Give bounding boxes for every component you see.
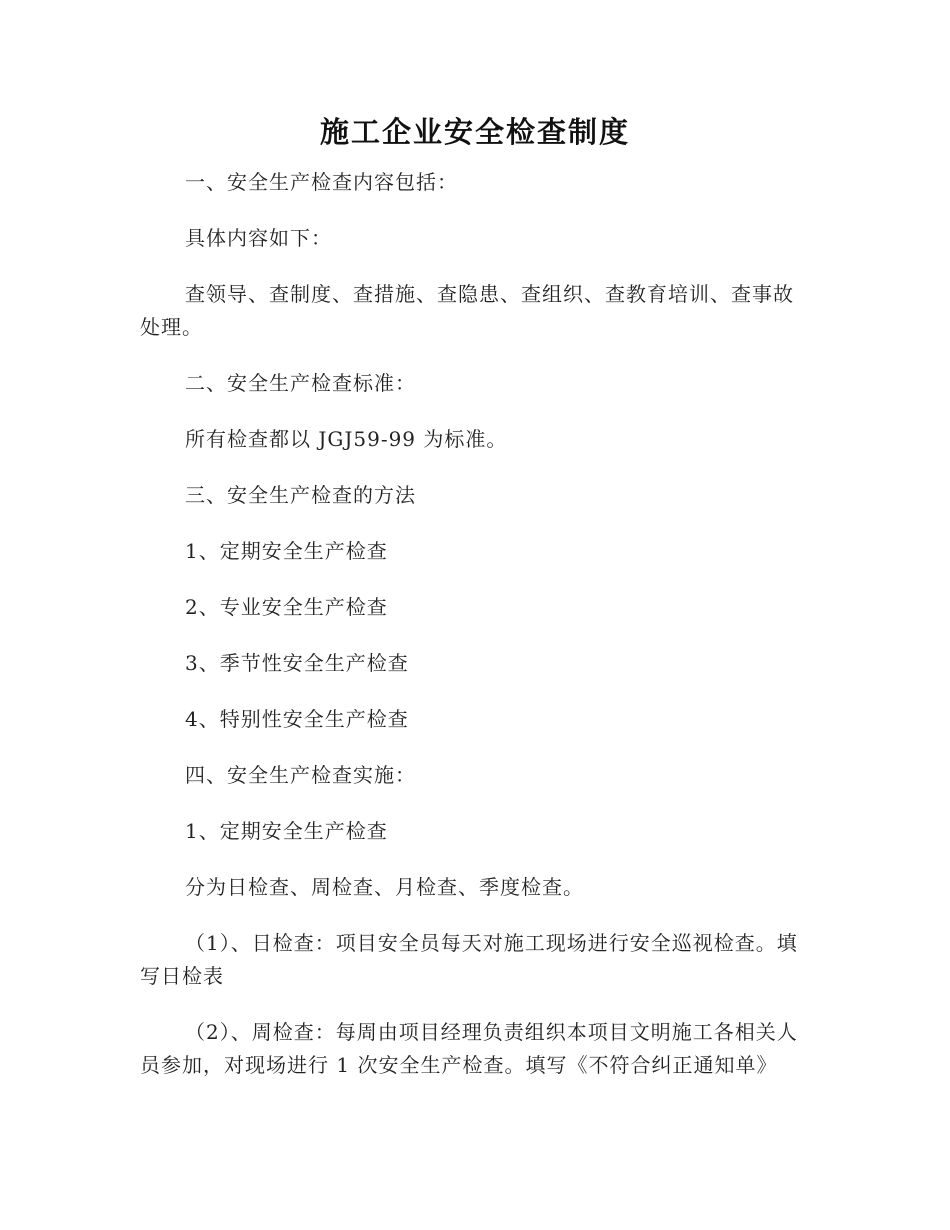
paragraph: 所有检查都以 JGJ59-99 为标准。 [185,427,508,451]
paragraph: 具体内容如下： [185,226,332,250]
paragraph: 分为日检查、周检查、月检查、季度检查。 [185,875,584,899]
document-title: 施工企业安全检查制度 [319,115,630,149]
paragraph: 查领导、查制度、查措施、查隐患、查组织、查教育培训、查事故处理。 [140,282,794,339]
section-heading-1: 一、安全生产检查内容包括： [185,170,458,194]
section-heading-3: 三、安全生产检查的方法 [185,483,416,507]
paragraph: （2）、周检查：每周由项目经理负责组织本项目文明施工各相关人员参加，对现场进行 1 次安全生产检查。填写《不符合纠正通知单》 [140,1020,798,1077]
paragraph: （1）、日检查：项目安全员每天对施工现场进行安全巡视检查。填写日检表 [140,931,798,988]
list-item: 1、定期安全生产检查 [185,819,388,843]
section-heading-2: 二、安全生产检查标准： [185,371,416,395]
section-heading-4: 四、安全生产检查实施： [185,763,416,787]
list-item: 4、特别性安全生产检查 [185,707,409,731]
list-item: 1、定期安全生产检查 [185,539,388,563]
list-item: 3、季节性安全生产检查 [185,651,409,675]
document-body [140,166,808,1105]
list-item: 2、专业安全生产检查 [185,595,388,619]
